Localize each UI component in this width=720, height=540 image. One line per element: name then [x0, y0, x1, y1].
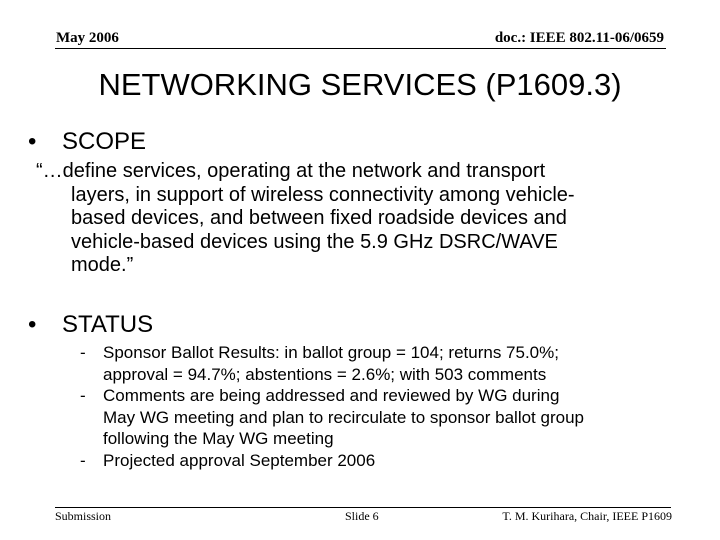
bullet-marker: • [28, 311, 37, 338]
quote-line: vehicle-based devices using the 5.9 GHz DSRC/WAVE [71, 230, 558, 253]
footer-author: T. M. Kurihara, Chair, IEEE P1609 [502, 509, 672, 523]
status-bullet [28, 310, 153, 340]
dash-marker: - [80, 450, 86, 470]
dash-marker: - [80, 343, 86, 362]
status-item-line: Projected approval September 2006 [103, 450, 376, 470]
status-item-line: Comments are being addressed and reviewed by WG during [103, 386, 560, 405]
status-item-ballot-results [80, 342, 680, 385]
header-date: May 2006 [56, 30, 119, 46]
quote-line: layers, in support of wireless connectivity among vehicle- [71, 183, 575, 206]
footer-slide-number: Slide 6 [345, 509, 379, 523]
header-divider [55, 48, 666, 49]
status-item-line: May WG meeting and plan to recirculate to sponsor ballot group [103, 407, 584, 427]
footer-divider [55, 507, 671, 508]
slide-title: NETWORKING SERVICES (P1609.3) [98, 67, 622, 102]
scope-quote [36, 160, 676, 278]
bullet-marker: • [28, 128, 37, 155]
scope-bullet [28, 127, 146, 157]
dash-marker: - [80, 386, 86, 405]
scope-heading: SCOPE [62, 128, 147, 155]
quote-line: mode.” [71, 254, 134, 276]
status-item-line: Sponsor Ballot Results: in ballot group = 104; returns 75.0%; [103, 343, 559, 362]
header-doc-id: doc.: IEEE 802.11-06/0659 [494, 30, 664, 46]
status-item-line: approval = 94.7%; abstentions = 2.6%; with 503 comments [103, 364, 547, 384]
status-item-projected-approval [80, 450, 680, 472]
status-item-line: following the May WG meeting [103, 429, 334, 448]
quote-line: “…define services, operating at the network and transport [36, 160, 546, 182]
status-item-comments [80, 385, 680, 450]
footer-submission: Submission [55, 509, 112, 523]
quote-line: based devices, and between fixed roadside devices and [71, 207, 567, 229]
status-list [80, 342, 680, 471]
status-heading: STATUS [62, 311, 154, 338]
